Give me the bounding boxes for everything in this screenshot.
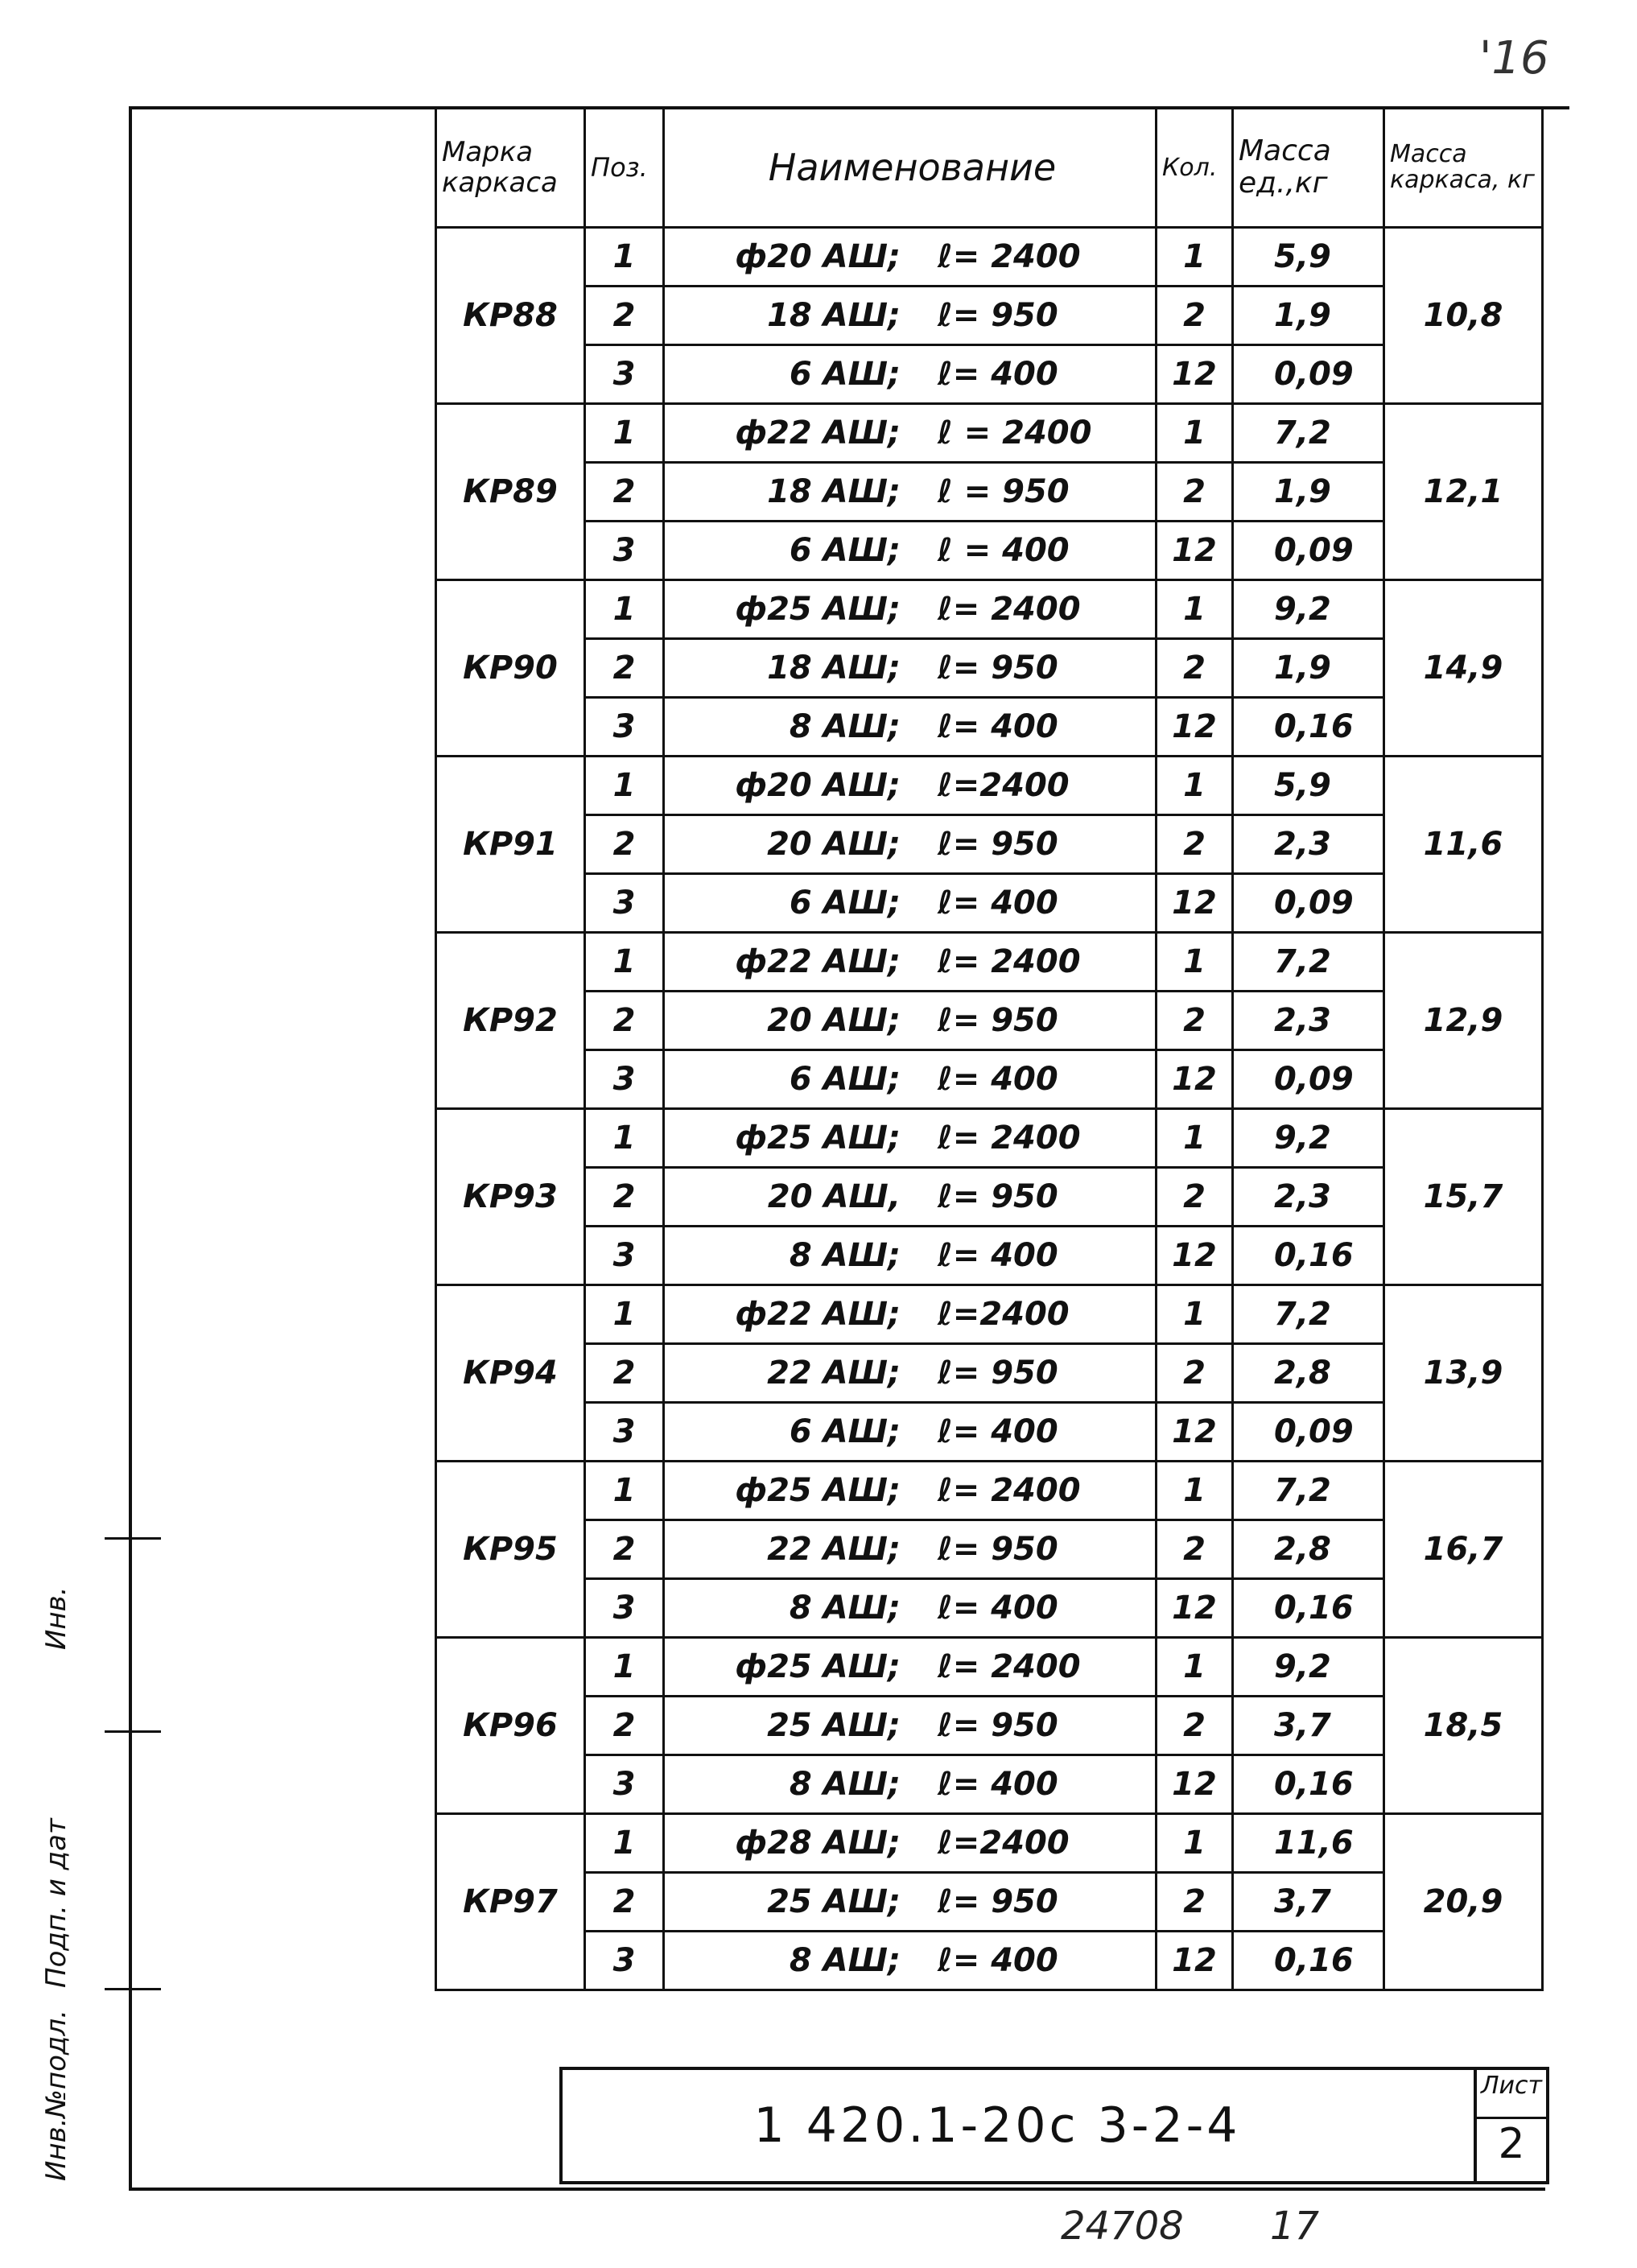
bar-designation: ф28 АШ;: [735, 1825, 901, 1862]
footer-code: 24708: [1061, 2204, 1184, 2249]
table-row: [436, 992, 1543, 1050]
unit-mass-cell: 1,9: [1233, 463, 1384, 522]
quantity-cell: 2: [1157, 1168, 1233, 1227]
header-unit-mass: Масса ед.,кг: [1233, 108, 1384, 228]
stamp-sign-date: Подп. и дат: [40, 1818, 72, 1988]
bar-length: ℓ= 2400: [937, 591, 1081, 628]
position-cell: 3: [585, 1227, 664, 1285]
unit-mass-cell: 0,09: [1233, 522, 1384, 580]
footer-number: 17: [1270, 2204, 1320, 2249]
position-cell: 3: [585, 1403, 664, 1462]
bar-length: ℓ= 400: [937, 708, 1058, 745]
table-row: [436, 1109, 1543, 1168]
quantity-cell: 2: [1157, 992, 1233, 1050]
quantity-cell: 12: [1157, 1050, 1233, 1109]
quantity-cell: 12: [1157, 698, 1233, 757]
total-mass-cell: 16,7: [1384, 1462, 1543, 1638]
quantity-cell: 2: [1157, 1344, 1233, 1403]
frame-mark-cell: КР92: [436, 933, 585, 1109]
unit-mass-cell: 3,7: [1233, 1873, 1384, 1932]
quantity-cell: 1: [1157, 580, 1233, 639]
table-row: [436, 287, 1543, 345]
position-cell: 3: [585, 1932, 664, 1990]
quantity-cell: 1: [1157, 933, 1233, 992]
name-cell: [664, 1638, 1157, 1697]
unit-mass-cell: 9,2: [1233, 580, 1384, 639]
name-cell: [664, 639, 1157, 698]
bar-length: ℓ = 950: [937, 473, 1070, 510]
position-cell: 2: [585, 1520, 664, 1579]
stamp-divider: [105, 1537, 161, 1540]
position-cell: 1: [585, 1814, 664, 1873]
position-cell: 2: [585, 992, 664, 1050]
bar-designation: ф22 АШ;: [735, 1296, 901, 1333]
position-cell: 2: [585, 815, 664, 874]
bar-length: ℓ = 2400: [937, 414, 1092, 452]
sheet-number: 2: [1498, 2120, 1525, 2168]
total-mass-cell: 12,1: [1384, 404, 1543, 580]
table-row: [436, 404, 1543, 463]
bar-length: ℓ= 950: [937, 826, 1058, 863]
bar-length: ℓ= 400: [937, 1413, 1058, 1450]
total-mass-cell: 10,8: [1384, 228, 1543, 404]
title-block: [559, 2067, 1549, 2184]
frame-mark-cell: КР89: [436, 404, 585, 580]
bar-length: ℓ= 950: [937, 1883, 1058, 1920]
page-number: '16: [1479, 32, 1549, 85]
name-cell: [664, 1285, 1157, 1344]
quantity-cell: 2: [1157, 1697, 1233, 1755]
name-cell: [664, 992, 1157, 1050]
name-cell: [664, 1462, 1157, 1520]
table-row: [436, 698, 1543, 757]
table-row: [436, 1285, 1543, 1344]
header-total-mass: Масса каркаса, кг: [1384, 108, 1543, 228]
total-mass-cell: 18,5: [1384, 1638, 1543, 1814]
quantity-cell: 12: [1157, 522, 1233, 580]
table-row: [436, 1403, 1543, 1462]
position-cell: 2: [585, 1697, 664, 1755]
name-cell: [664, 1932, 1157, 1990]
bar-designation: 6 АШ;: [789, 1061, 901, 1098]
stamp-divider: [105, 1730, 161, 1733]
bar-designation: ф22 АШ;: [735, 943, 901, 980]
name-cell: [664, 1344, 1157, 1403]
quantity-cell: 2: [1157, 463, 1233, 522]
table-row: [436, 1873, 1543, 1932]
bar-designation: 18 АШ;: [767, 297, 901, 334]
bar-length: ℓ= 400: [937, 1237, 1058, 1274]
header-pos: Поз.: [585, 108, 664, 228]
unit-mass-cell: 5,9: [1233, 757, 1384, 815]
bar-designation: 8 АШ;: [789, 708, 901, 745]
table-row: [436, 1462, 1543, 1520]
bar-designation: 20 АШ;: [767, 1002, 901, 1039]
header-name: Наименование: [664, 108, 1157, 228]
bar-designation: 6 АШ;: [789, 356, 901, 393]
quantity-cell: 2: [1157, 639, 1233, 698]
name-cell: [664, 874, 1157, 933]
bar-length: ℓ= 950: [937, 297, 1058, 334]
unit-mass-cell: 0,09: [1233, 874, 1384, 933]
unit-mass-cell: 7,2: [1233, 1462, 1384, 1520]
table-row: [436, 757, 1543, 815]
unit-mass-cell: 2,8: [1233, 1520, 1384, 1579]
name-cell: [664, 1050, 1157, 1109]
sheet-box: [1474, 2070, 1546, 2181]
table-row: [436, 1520, 1543, 1579]
table-row: [436, 1697, 1543, 1755]
name-cell: [664, 1403, 1157, 1462]
name-cell: [664, 228, 1157, 287]
position-cell: 2: [585, 463, 664, 522]
position-cell: 1: [585, 228, 664, 287]
bar-designation: 22 АШ;: [767, 1355, 901, 1392]
bar-length: ℓ= 400: [937, 1766, 1058, 1803]
table-row: [436, 1638, 1543, 1697]
quantity-cell: 2: [1157, 1520, 1233, 1579]
position-cell: 3: [585, 345, 664, 404]
name-cell: [664, 463, 1157, 522]
quantity-cell: 1: [1157, 757, 1233, 815]
unit-mass-cell: 0,09: [1233, 1050, 1384, 1109]
unit-mass-cell: 0,16: [1233, 698, 1384, 757]
bar-designation: 6 АШ;: [789, 885, 901, 922]
unit-mass-cell: 0,16: [1233, 1227, 1384, 1285]
position-cell: 2: [585, 1344, 664, 1403]
bar-designation: 18 АШ;: [767, 649, 901, 687]
position-cell: 3: [585, 874, 664, 933]
bar-length: ℓ= 2400: [937, 238, 1081, 275]
name-cell: [664, 287, 1157, 345]
total-mass-cell: 15,7: [1384, 1109, 1543, 1285]
bar-length: ℓ= 950: [937, 649, 1058, 687]
bar-designation: 6 АШ;: [789, 532, 901, 569]
name-cell: [664, 1697, 1157, 1755]
table-row: [436, 1227, 1543, 1285]
position-cell: 1: [585, 404, 664, 463]
total-mass-cell: 13,9: [1384, 1285, 1543, 1462]
bar-designation: 20 АШ;: [767, 826, 901, 863]
name-cell: [664, 1814, 1157, 1873]
unit-mass-cell: 3,7: [1233, 1697, 1384, 1755]
name-cell: [664, 757, 1157, 815]
table-row: [436, 1050, 1543, 1109]
unit-mass-cell: 2,8: [1233, 1344, 1384, 1403]
unit-mass-cell: 0,16: [1233, 1579, 1384, 1638]
bar-length: ℓ= 400: [937, 1061, 1058, 1098]
bar-designation: ф25 АШ;: [735, 1120, 901, 1157]
bar-length: ℓ= 950: [937, 1531, 1058, 1568]
name-cell: [664, 345, 1157, 404]
name-cell: [664, 1227, 1157, 1285]
bar-length: ℓ= 400: [937, 356, 1058, 393]
bar-designation: ф25 АШ;: [735, 591, 901, 628]
bar-length: ℓ= 950: [937, 1002, 1058, 1039]
frame-bottom-line: [129, 2188, 1545, 2191]
table-row: [436, 1344, 1543, 1403]
bar-length: ℓ= 400: [937, 1590, 1058, 1627]
bar-length: ℓ= 2400: [937, 943, 1081, 980]
quantity-cell: 1: [1157, 1109, 1233, 1168]
unit-mass-cell: 0,16: [1233, 1932, 1384, 1990]
unit-mass-cell: 9,2: [1233, 1638, 1384, 1697]
bar-length: ℓ= 2400: [937, 1120, 1081, 1157]
name-cell: [664, 815, 1157, 874]
quantity-cell: 12: [1157, 1755, 1233, 1814]
bar-length: ℓ= 400: [937, 885, 1058, 922]
bar-length: ℓ= 950: [937, 1707, 1058, 1744]
quantity-cell: 2: [1157, 815, 1233, 874]
bar-designation: 18 АШ;: [767, 473, 901, 510]
quantity-cell: 2: [1157, 287, 1233, 345]
bar-designation: 8 АШ;: [789, 1942, 901, 1979]
stamp-divider: [105, 1988, 161, 1990]
bar-length: ℓ= 2400: [937, 1648, 1081, 1685]
position-cell: 2: [585, 287, 664, 345]
total-mass-cell: 14,9: [1384, 580, 1543, 757]
name-cell: [664, 1109, 1157, 1168]
position-cell: 3: [585, 522, 664, 580]
position-cell: 1: [585, 1462, 664, 1520]
frame-mark-cell: КР93: [436, 1109, 585, 1285]
unit-mass-cell: 11,6: [1233, 1814, 1384, 1873]
table-row: [436, 933, 1543, 992]
bar-length: ℓ= 2400: [937, 1472, 1081, 1509]
unit-mass-cell: 7,2: [1233, 1285, 1384, 1344]
position-cell: 3: [585, 1579, 664, 1638]
name-cell: [664, 1168, 1157, 1227]
position-cell: 3: [585, 698, 664, 757]
bar-length: ℓ= 950: [937, 1355, 1058, 1392]
position-cell: 3: [585, 1755, 664, 1814]
unit-mass-cell: 2,3: [1233, 992, 1384, 1050]
table-row: [436, 815, 1543, 874]
table-row: [436, 1755, 1543, 1814]
table-row: [436, 1814, 1543, 1873]
bar-length: ℓ= 950: [937, 1178, 1058, 1215]
table-row: [436, 580, 1543, 639]
bar-designation: ф25 АШ;: [735, 1648, 901, 1685]
table-row: [436, 345, 1543, 404]
name-cell: [664, 933, 1157, 992]
table-row: [436, 1168, 1543, 1227]
bar-length: ℓ=2400: [937, 1296, 1070, 1333]
position-cell: 1: [585, 1638, 664, 1697]
unit-mass-cell: 0,09: [1233, 1403, 1384, 1462]
quantity-cell: 1: [1157, 1462, 1233, 1520]
quantity-cell: 12: [1157, 1579, 1233, 1638]
total-mass-cell: 11,6: [1384, 757, 1543, 933]
frame-mark-cell: КР96: [436, 1638, 585, 1814]
quantity-cell: 12: [1157, 874, 1233, 933]
frame-mark-cell: КР91: [436, 757, 585, 933]
unit-mass-cell: 7,2: [1233, 933, 1384, 992]
frame-mark-cell: КР95: [436, 1462, 585, 1638]
frame-mark-cell: КР90: [436, 580, 585, 757]
bar-designation: 8 АШ;: [789, 1237, 901, 1274]
side-stamp-column: [24, 1529, 129, 2189]
unit-mass-cell: 2,3: [1233, 815, 1384, 874]
bar-length: ℓ = 400: [937, 532, 1070, 569]
bar-designation: ф25 АШ;: [735, 1472, 901, 1509]
specification-table: [435, 106, 1544, 1991]
bar-designation: ф20 АШ;: [735, 767, 901, 804]
bar-length: ℓ=2400: [937, 1825, 1070, 1862]
unit-mass-cell: 2,3: [1233, 1168, 1384, 1227]
position-cell: 1: [585, 1109, 664, 1168]
frame-mark-cell: КР94: [436, 1285, 585, 1462]
unit-mass-cell: 9,2: [1233, 1109, 1384, 1168]
table-body: [436, 228, 1543, 1990]
name-cell: [664, 580, 1157, 639]
position-cell: 2: [585, 639, 664, 698]
position-cell: 3: [585, 1050, 664, 1109]
quantity-cell: 1: [1157, 1814, 1233, 1873]
position-cell: 1: [585, 933, 664, 992]
bar-designation: 25 АШ;: [767, 1707, 901, 1744]
bar-designation: ф20 АШ;: [735, 238, 901, 275]
bar-designation: ф22 АШ;: [735, 414, 901, 452]
table-row: [436, 874, 1543, 933]
unit-mass-cell: 0,16: [1233, 1755, 1384, 1814]
bar-designation: 6 АШ;: [789, 1413, 901, 1450]
quantity-cell: 12: [1157, 1932, 1233, 1990]
name-cell: [664, 1755, 1157, 1814]
stamp-inv-no-orig: Инв.№подл.: [40, 2010, 72, 2181]
unit-mass-cell: 1,9: [1233, 287, 1384, 345]
frame-mark-cell: КР97: [436, 1814, 585, 1990]
table-header-row: [436, 108, 1543, 228]
bar-designation: 25 АШ;: [767, 1883, 901, 1920]
position-cell: 1: [585, 1285, 664, 1344]
header-qty: Кол.: [1157, 108, 1233, 228]
unit-mass-cell: 1,9: [1233, 639, 1384, 698]
quantity-cell: 12: [1157, 1227, 1233, 1285]
quantity-cell: 1: [1157, 1638, 1233, 1697]
stamp-inv-no: Инв.: [40, 1586, 72, 1650]
quantity-cell: 1: [1157, 1285, 1233, 1344]
bar-designation: 8 АШ;: [789, 1766, 901, 1803]
bar-length: ℓ= 400: [937, 1942, 1058, 1979]
unit-mass-cell: 0,09: [1233, 345, 1384, 404]
table-row: [436, 522, 1543, 580]
name-cell: [664, 1579, 1157, 1638]
quantity-cell: 1: [1157, 228, 1233, 287]
frame-mark-cell: КР88: [436, 228, 585, 404]
bar-designation: 8 АШ;: [789, 1590, 901, 1627]
name-cell: [664, 1873, 1157, 1932]
table-row: [436, 463, 1543, 522]
header-mark: Марка каркаса: [436, 108, 585, 228]
quantity-cell: 1: [1157, 404, 1233, 463]
name-cell: [664, 698, 1157, 757]
bar-length: ℓ=2400: [937, 767, 1070, 804]
unit-mass-cell: 5,9: [1233, 228, 1384, 287]
bar-designation: 20 АШ,: [767, 1178, 901, 1215]
name-cell: [664, 404, 1157, 463]
quantity-cell: 12: [1157, 345, 1233, 404]
position-cell: 1: [585, 757, 664, 815]
position-cell: 2: [585, 1168, 664, 1227]
unit-mass-cell: 7,2: [1233, 404, 1384, 463]
name-cell: [664, 1520, 1157, 1579]
sheet-label: Лист: [1477, 2072, 1546, 2119]
total-mass-cell: 12,9: [1384, 933, 1543, 1109]
position-cell: 1: [585, 580, 664, 639]
table-row: [436, 1932, 1543, 1990]
bar-designation: 22 АШ;: [767, 1531, 901, 1568]
name-cell: [664, 522, 1157, 580]
document-code: 1 420.1-20с 3-2-4: [753, 2097, 1241, 2154]
total-mass-cell: 20,9: [1384, 1814, 1543, 1990]
position-cell: 2: [585, 1873, 664, 1932]
table-row: [436, 228, 1543, 287]
quantity-cell: 2: [1157, 1873, 1233, 1932]
table-row: [436, 1579, 1543, 1638]
table-row: [436, 639, 1543, 698]
quantity-cell: 12: [1157, 1403, 1233, 1462]
